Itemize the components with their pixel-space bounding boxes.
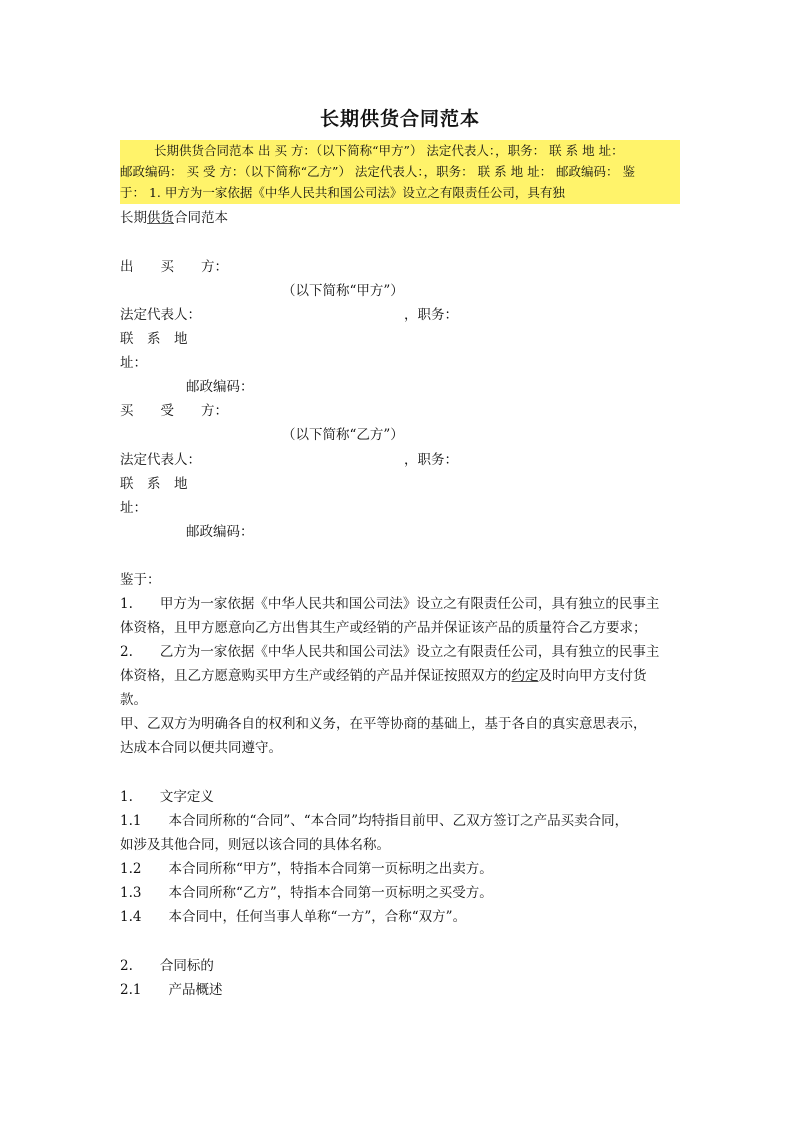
seller-alias: （以下简称“甲方”） <box>282 283 404 299</box>
doc-heading-underlined: 供货 <box>147 210 174 226</box>
whereas-item-2-line-3: 款。 <box>120 692 147 708</box>
highlight-summary-line-3 <box>120 182 680 204</box>
highlight-text-3: 于： 1. 甲方为一家依据《中华人民共和国公司法》设立之有限责任公司，具有独 <box>120 185 565 200</box>
seller-label: 出 买 方： <box>120 259 228 275</box>
document-title: 长期供货合同范本 <box>319 108 480 130</box>
whereas-item-1-line-2: 体资格，且甲方愿意向乙方出售其生产或经销的产品并保证该产品的质量符合乙方要求； <box>120 620 647 636</box>
highlight-text-2: 邮政编码： 买 受 方：（以下简称“乙方”） 法定代表人：，职务： 联 系 地 址： 邮政编码： 鉴 <box>120 164 636 179</box>
whereas-item-2-underlined: 约定 <box>511 668 539 684</box>
seller-address-label: 联 系 地 <box>120 331 188 347</box>
buyer-position-label: ，职务： <box>404 452 458 468</box>
whereas-conclusion-line-1: 甲、乙双方为明确各自的权利和义务，在平等协商的基础上，基于各自的真实意思表示， <box>120 716 647 732</box>
section-1-heading: 1. 文字定义 <box>120 789 214 805</box>
section-2-heading: 2. 合同标的 <box>120 958 214 974</box>
buyer-rep-label: 法定代表人： <box>120 452 201 468</box>
clause-1-4: 1.4 本合同中，任何当事人单称“一方”，合称“双方”。 <box>120 909 467 925</box>
whereas-item-2-text: 体资格，且乙方愿意购买甲方生产或经销的产品并保证按照双方的 <box>120 668 512 684</box>
clause-1-1-line-2: 如涉及其他合同，则冠以该合同的具体名称。 <box>120 837 390 853</box>
buyer-postal-label: 邮政编码： <box>186 524 254 540</box>
clause-1-2: 1.2 本合同所称“甲方”，特指本合同第一页标明之出卖方。 <box>120 861 493 877</box>
seller-postal-label: 邮政编码： <box>186 379 254 395</box>
whereas-item-2-text-end: 及时向甲方支付货 <box>538 668 647 684</box>
buyer-address-label: 联 系 地 <box>120 476 188 492</box>
whereas-item-2-line-1: 2. 乙方为一家依据《中华人民共和国公司法》设立之有限责任公司，具有独立的民事主 <box>120 644 660 660</box>
clause-2-1: 2.1 产品概述 <box>120 982 223 998</box>
clause-1-1-line-1: 1.1 本合同所称的“合同”、“本合同”均特指目前甲、乙双方签订之产品买卖合同， <box>120 813 629 829</box>
seller-rep-label: 法定代表人： <box>120 307 201 323</box>
buyer-label: 买 受 方： <box>120 403 228 419</box>
doc-heading-pre: 长期 <box>120 210 147 226</box>
clause-1-3: 1.3 本合同所称“乙方”，特指本合同第一页标明之买受方。 <box>120 885 493 901</box>
seller-address-label-cont: 址： <box>120 355 147 371</box>
highlight-summary-line-2 <box>120 161 680 183</box>
seller-position-label: ，职务： <box>404 307 458 323</box>
whereas-item-1-line-1: 1. 甲方为一家依据《中华人民共和国公司法》设立之有限责任公司，具有独立的民事主 <box>120 596 660 612</box>
doc-heading-post: 合同范本 <box>174 210 228 226</box>
buyer-address-label-cont: 址： <box>120 500 147 516</box>
highlight-text-1: 长期供货合同范本 出 买 方：（以下简称“甲方”） 法定代表人：，职务： 联 系 地 址： <box>154 143 624 158</box>
whereas-conclusion-line-2: 达成本合同以便共同遵守。 <box>120 740 282 756</box>
buyer-alias: （以下简称“乙方”） <box>282 427 404 443</box>
doc-heading <box>120 208 228 228</box>
whereas-item-2-line-2 <box>120 666 647 686</box>
highlight-summary-line-1 <box>120 140 680 162</box>
whereas-label: 鉴于： <box>120 572 161 588</box>
